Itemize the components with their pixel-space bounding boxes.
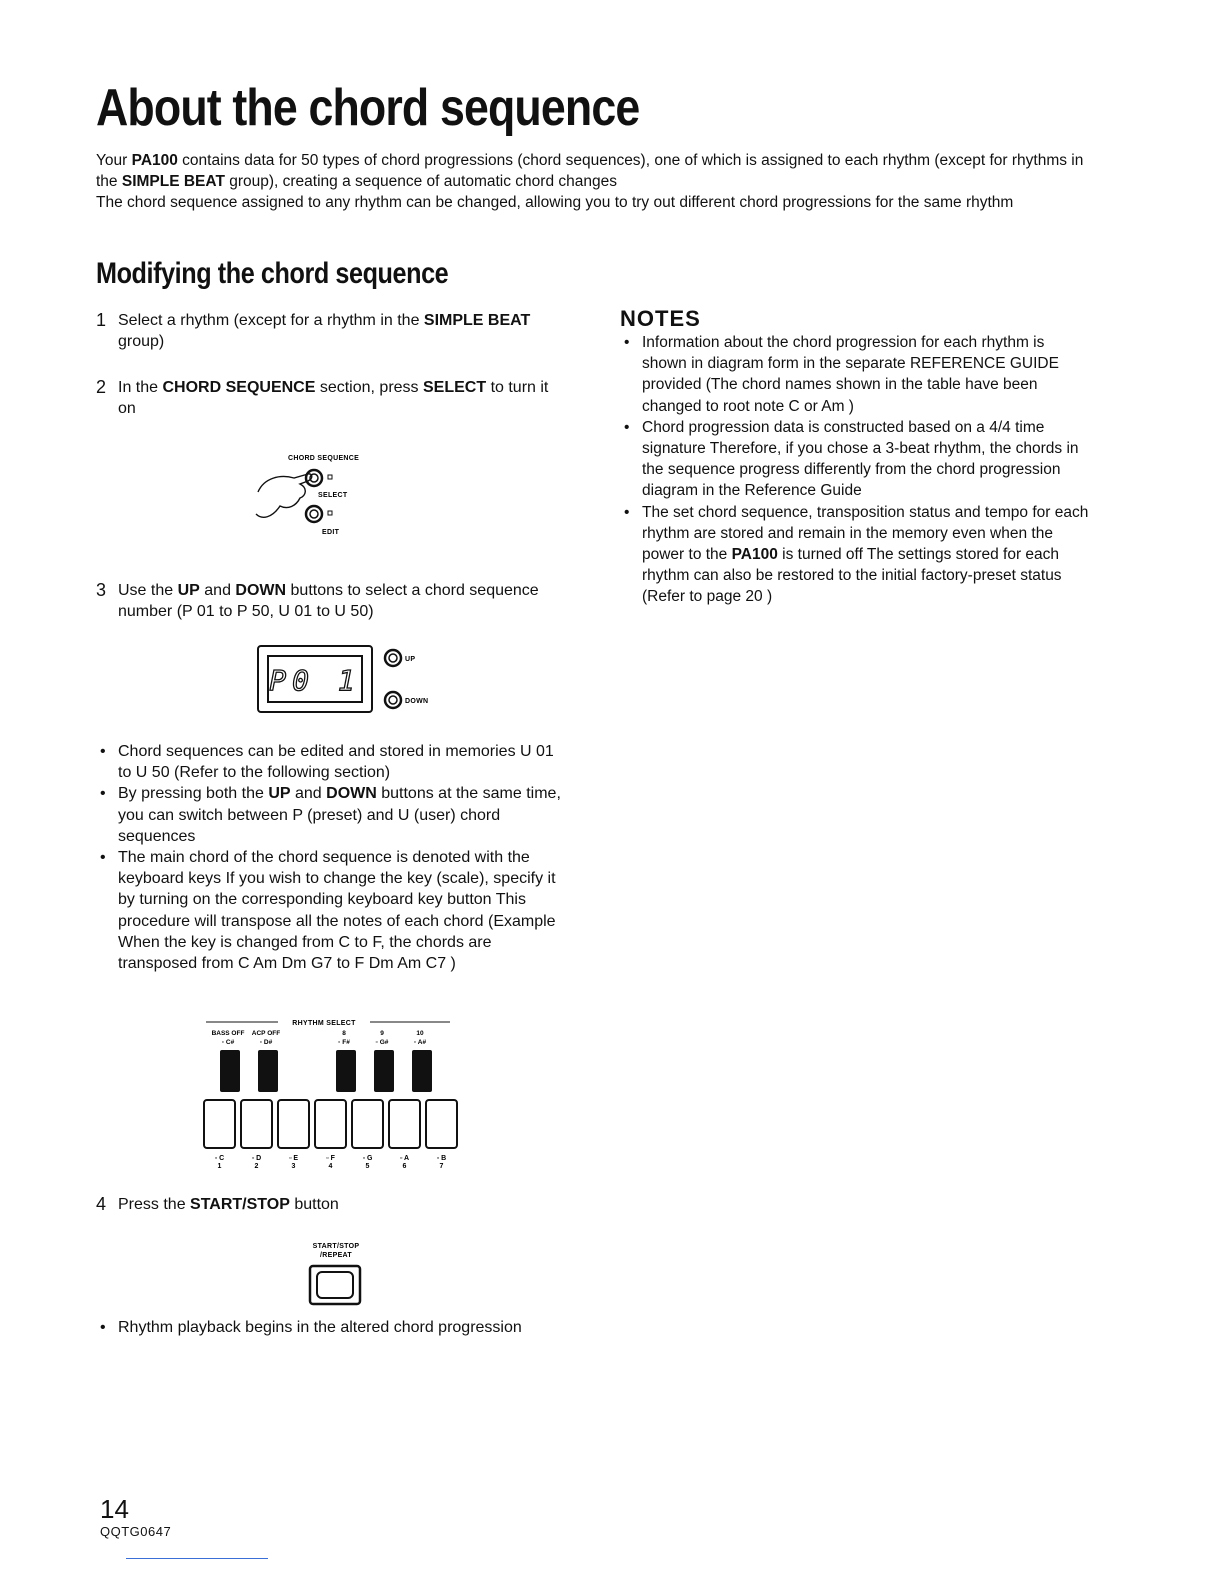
white-key[interactable]: [352, 1100, 383, 1148]
edit-label: EDIT: [322, 529, 340, 536]
list-item: • The main chord of the chord sequence is denoted with the keyboard keys If you wish to change the key (scale), specify it by turning on the corresponding keyboard key button This procedure will transpose all the notes of each chord (Example When the key is changed from C to F, the chords are transposed from C Am Dm G7 to F Dm Am C7 ): [96, 847, 570, 974]
bold-term: DOWN: [235, 582, 287, 599]
white-key[interactable]: [315, 1100, 346, 1148]
white-key-note: ▫ E: [288, 1155, 299, 1162]
select-button[interactable]: [306, 470, 322, 486]
white-key[interactable]: [204, 1100, 235, 1148]
black-key[interactable]: [258, 1050, 278, 1092]
white-key-note: ▫ D: [251, 1155, 262, 1162]
bold-term: START/STOP: [190, 1196, 290, 1213]
white-key-note: ▫ G: [362, 1155, 373, 1162]
bold-term: DOWN: [326, 785, 377, 803]
step-number: 3: [96, 580, 107, 600]
intro-paragraph-1: Your PA100 contains data for 50 types of chord progressions (chord sequences), one of which is assigned to each rhythm (except for rhythms in the SIMPLE BEAT group), creating a sequence of automatic chord changes: [96, 152, 1084, 190]
white-key-number: 7: [439, 1163, 444, 1170]
black-key[interactable]: [336, 1050, 356, 1092]
bold-term: CHORD SEQUENCE: [162, 379, 316, 396]
keyboard-figure: [198, 1016, 462, 1174]
black-key[interactable]: [220, 1050, 240, 1092]
white-key[interactable]: [278, 1100, 309, 1148]
step-text: Use the UP and DOWN buttons to select a chord sequence number (P 01 to P 50, U 01 to U 50): [118, 582, 539, 620]
list-item: • Information about the chord progression for each rhythm is shown in diagram form in the separate REFERENCE GUIDE provided (The chord names shown in the table have been changed to root note C or Am ): [620, 332, 1090, 417]
up-button[interactable]: [385, 650, 401, 666]
bold-term: PA100: [731, 546, 778, 564]
list-item: • Chord sequences can be edited and stored in memories U 01 to U 50 (Refer to the following section): [96, 741, 570, 783]
rhythm-label: ACP OFF: [251, 1030, 281, 1037]
step-2: [96, 377, 568, 419]
hand-pointer-icon: [256, 474, 312, 517]
rhythm-label: BASS OFF: [211, 1030, 245, 1037]
step-number: 2: [96, 377, 107, 397]
step-text: Select a rhythm (except for a rhythm in the SIMPLE BEAT group): [118, 312, 531, 350]
down-label: DOWN: [405, 698, 429, 705]
black-key[interactable]: [374, 1050, 394, 1092]
display-figure: [256, 644, 436, 716]
white-key-number: 6: [402, 1163, 407, 1170]
bold-term: UP: [268, 785, 291, 803]
start-stop-label: START/STOP: [312, 1243, 360, 1250]
list-item: • Rhythm playback begins in the altered chord progression: [96, 1317, 570, 1338]
edit-led: [328, 511, 332, 515]
bold-term: UP: [177, 582, 200, 599]
white-key-note: ▫ C: [214, 1155, 225, 1162]
document-code: QQTG0647: [100, 1524, 172, 1539]
white-key[interactable]: [241, 1100, 272, 1148]
white-key-note: ▫ B: [436, 1155, 447, 1162]
playback-note: [96, 1317, 570, 1338]
intro-text: [96, 150, 1096, 213]
white-key[interactable]: [426, 1100, 457, 1148]
step-text: In the CHORD SEQUENCE section, press SELECT to turn it on: [118, 379, 549, 417]
white-key-number: 4: [328, 1163, 333, 1170]
start-stop-figure: [296, 1240, 376, 1310]
step-3: [96, 580, 568, 622]
up-label: UP: [405, 656, 416, 663]
rhythm-label: 10: [416, 1030, 424, 1037]
list-item: • Chord progression data is constructed based on a 4/4 time signature Therefore, if you chose a 3-beat rhythm, the chords in the sequence progress differently from the chord progression diagram in the Reference Guide: [620, 417, 1090, 502]
step-1: [96, 310, 568, 352]
edit-button[interactable]: [306, 506, 322, 522]
bold-term: SELECT: [423, 379, 487, 396]
select-label: SELECT: [318, 492, 348, 499]
bold-term: PA100: [131, 152, 178, 169]
white-key-note: ▫ F: [326, 1155, 335, 1162]
list-item: • The set chord sequence, transposition status and tempo for each rhythm are stored and remain in the memory even when the power to the PA100 is turned off The settings stored for each rhythm can also be restored to the initial factory-preset status (Refer to page 20 ): [620, 502, 1090, 608]
white-key[interactable]: [389, 1100, 420, 1148]
step-number: 1: [96, 310, 107, 330]
black-key-label: ▫ F#: [338, 1039, 350, 1046]
bold-term: SIMPLE BEAT: [121, 173, 225, 190]
step-text: Press the START/STOP button: [118, 1196, 339, 1213]
black-key[interactable]: [412, 1050, 432, 1092]
notes-title: NOTES: [620, 306, 701, 331]
display-value: P0 1: [269, 664, 361, 697]
black-key-label: ▫ G#: [375, 1039, 389, 1046]
black-key-label: ▫ D#: [259, 1039, 273, 1046]
black-key-label: ▫ C#: [221, 1039, 235, 1046]
down-button[interactable]: [385, 692, 401, 708]
bold-term: SIMPLE BEAT: [423, 312, 531, 329]
white-key-number: 2: [254, 1163, 259, 1170]
step-4: [96, 1194, 568, 1215]
page-title: About the chord sequence: [96, 79, 640, 137]
black-key-label: ▫ A#: [413, 1039, 427, 1046]
white-key-number: 1: [217, 1163, 222, 1170]
step-number: 4: [96, 1194, 107, 1214]
rhythm-label: 9: [380, 1030, 384, 1037]
section-title: Modifying the chord sequence: [96, 257, 449, 290]
white-key-number: 3: [291, 1163, 296, 1170]
notes-list: [620, 332, 1090, 608]
chord-sequence-label: CHORD SEQUENCE: [288, 455, 360, 462]
left-bullet-list: [96, 741, 570, 974]
list-item: • By pressing both the UP and DOWN buttons at the same time, you can switch between P (preset) and U (user) chord sequences: [96, 783, 570, 847]
divider: [126, 1558, 268, 1559]
white-key-note: ▫ A: [399, 1155, 410, 1162]
select-led: [328, 475, 332, 479]
page-number: 14: [100, 1494, 129, 1524]
rhythm-select-label: RHYTHM SELECT: [292, 1020, 356, 1027]
chord-sequence-panel-figure: [250, 448, 380, 540]
intro-paragraph-2: The chord sequence assigned to any rhythm can be changed, allowing you to try out different chord progressions for the same rhythm: [96, 194, 1014, 211]
white-key-number: 5: [365, 1163, 370, 1170]
repeat-label: /REPEAT: [320, 1252, 352, 1259]
rhythm-label: 8: [342, 1030, 346, 1037]
